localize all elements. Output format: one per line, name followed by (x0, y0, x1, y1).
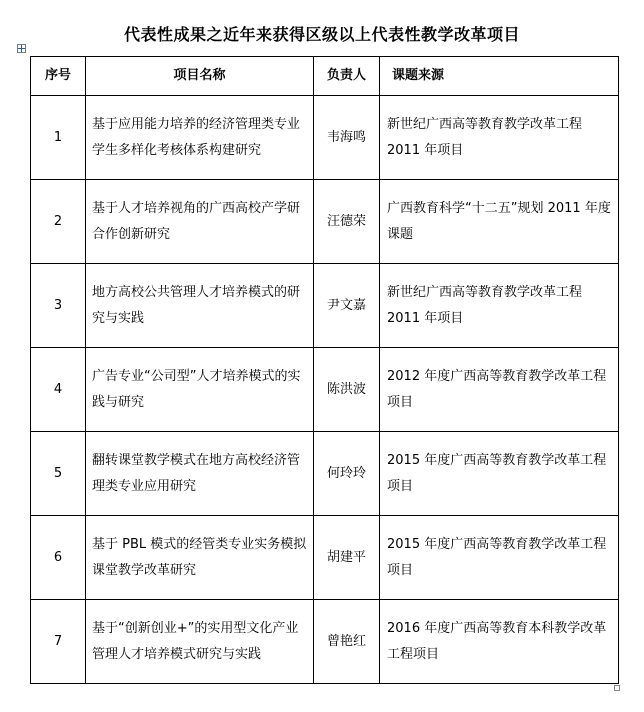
row-source: 广西教育科学“十二五”规划 2011 年度课题 (380, 180, 619, 264)
header-source: 课题来源 (380, 57, 619, 96)
table-row (31, 600, 619, 684)
table-row (31, 348, 619, 432)
row-project-name: 基于“创新创业+”的实用型文化产业管理人才培养模式研究与实践 (86, 600, 314, 684)
row-index: 5 (31, 432, 86, 516)
table-resize-handle-icon[interactable] (614, 685, 620, 691)
row-index: 2 (31, 180, 86, 264)
row-leader: 曾艳红 (314, 600, 380, 684)
row-leader: 汪德荣 (314, 180, 380, 264)
header-leader: 负责人 (314, 57, 380, 96)
row-project-name: 广告专业“公司型”人才培养模式的实践与研究 (86, 348, 314, 432)
table-row (31, 516, 619, 600)
header-name: 项目名称 (86, 57, 314, 96)
row-source: 2015 年度广西高等教育教学改革工程项目 (380, 432, 619, 516)
row-index: 6 (31, 516, 86, 600)
row-source: 新世纪广西高等教育教学改革工程 2011 年项目 (380, 264, 619, 348)
row-index: 7 (31, 600, 86, 684)
table-row (31, 432, 619, 516)
table-row (31, 96, 619, 180)
row-project-name: 翻转课堂教学模式在地方高校经济管理类专业应用研究 (86, 432, 314, 516)
row-leader: 胡建平 (314, 516, 380, 600)
row-leader: 韦海鸣 (314, 96, 380, 180)
row-index: 1 (31, 96, 86, 180)
row-project-name: 地方高校公共管理人才培养模式的研究与实践 (86, 264, 314, 348)
row-leader: 何玲玲 (314, 432, 380, 516)
table-row (31, 264, 619, 348)
row-project-name: 基于人才培养视角的广西高校产学研合作创新研究 (86, 180, 314, 264)
row-project-name: 基于 PBL 模式的经管类专业实务模拟课堂教学改革研究 (86, 516, 314, 600)
row-leader: 尹文嘉 (314, 264, 380, 348)
table-move-handle-icon[interactable] (17, 44, 26, 53)
table-row (31, 180, 619, 264)
row-project-name: 基于应用能力培养的经济管理类专业学生多样化考核体系构建研究 (86, 96, 314, 180)
row-leader: 陈洪波 (314, 348, 380, 432)
row-source: 2016 年度广西高等教育本科教学改革工程项目 (380, 600, 619, 684)
row-source: 2012 年度广西高等教育教学改革工程项目 (380, 348, 619, 432)
header-index: 序号 (31, 57, 86, 96)
projects-table (30, 56, 619, 684)
row-source: 2015 年度广西高等教育教学改革工程项目 (380, 516, 619, 600)
row-index: 4 (31, 348, 86, 432)
row-index: 3 (31, 264, 86, 348)
row-source: 新世纪广西高等教育教学改革工程 2011 年项目 (380, 96, 619, 180)
table-header-row (31, 57, 619, 96)
document-title: 代表性成果之近年来获得区级以上代表性教学改革项目 (123, 25, 520, 44)
